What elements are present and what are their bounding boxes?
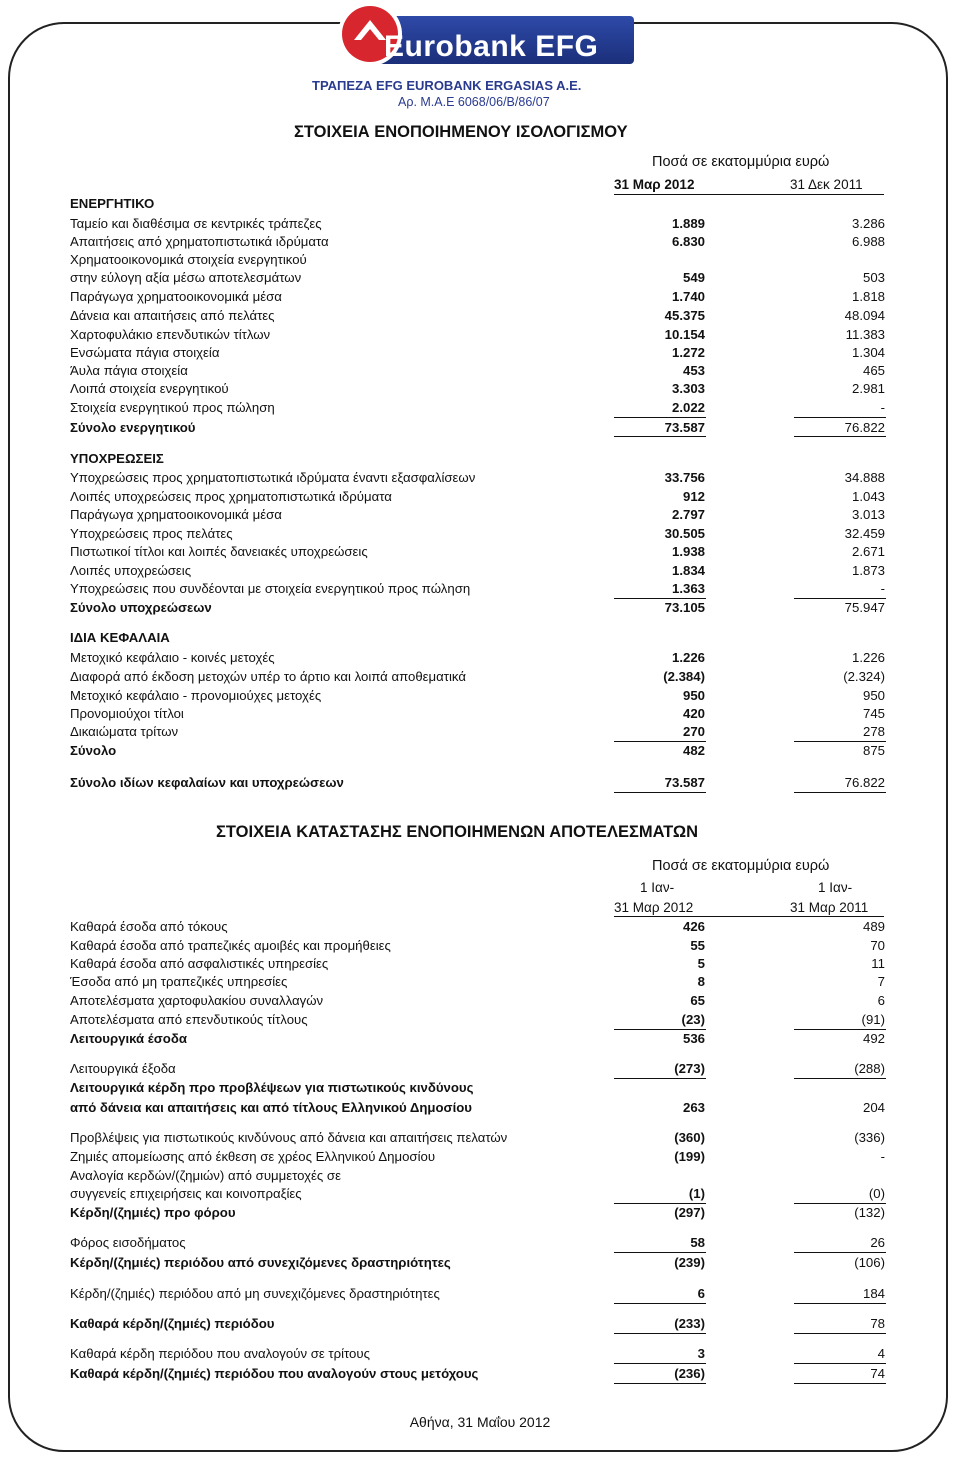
table-row: [70, 345, 885, 363]
table-row: [70, 1255, 885, 1273]
row-label: Σύνολο: [70, 743, 117, 758]
income-statement-title: ΣΤΟΙΧΕΙΑ ΚΑΤΑΣΤΑΣΗΣ ΕΝΟΠΟΙΗΜΕΝΩΝ ΑΠΟΤΕΛΕΣΜΑΤΩΝ: [216, 823, 699, 841]
row-label: Λοιπές υποχρεώσεις: [70, 563, 192, 578]
row-label: στην εύλογη αξία μέσω αποτελεσμάτων: [70, 270, 302, 285]
value-previous: 70: [870, 938, 885, 953]
value-current: (360): [674, 1130, 705, 1145]
registration-number: Αρ. Μ.Α.Ε 6068/06/Β/86/07: [398, 95, 550, 109]
table-row: [70, 270, 885, 288]
total-rule: [614, 1383, 706, 1384]
row-label: Πιστωτικοί τίτλοι και λοιπές δανειακές υποχρεώσεις: [70, 544, 368, 559]
value-current: 263: [682, 1100, 705, 1115]
row-label: Καθαρά κέρδη/(ζημιές) περιόδου που αναλογούν στους μετόχους: [70, 1366, 479, 1381]
table-row: [70, 526, 885, 544]
value-previous: 4: [877, 1346, 885, 1361]
row-label: Προνομιούχοι τίτλοι: [70, 706, 184, 721]
row-label: Λοιπές υποχρεώσεις προς χρηματοπιστωτικά ιδρύματα: [70, 489, 392, 504]
income-col1-top: 1 Ιαν-: [640, 880, 675, 895]
total-rule: [794, 1252, 886, 1253]
income-col1-header: 31 Μαρ 2012: [614, 900, 694, 915]
row-label: Κέρδη/(ζημιές) περιόδου από συνεχιζόμενες δραστηριότητες: [70, 1255, 451, 1270]
table-row: [70, 308, 885, 326]
row-label: Σύνολο ενεργητικού: [70, 420, 196, 435]
value-previous: 48.094: [844, 308, 885, 323]
row-label: Απαιτήσεις από χρηματοπιστωτικά ιδρύματα: [70, 234, 329, 249]
row-label: Λοιπά στοιχεία ενεργητικού: [70, 381, 229, 396]
value-current: 55: [690, 938, 705, 953]
row-label: Ταμείο και διαθέσιμα σε κεντρικές τράπεζες: [70, 216, 322, 231]
total-rule: [794, 1029, 886, 1030]
table-row: [70, 974, 885, 992]
income-header-rule: [614, 916, 884, 917]
value-current: 3: [697, 1346, 705, 1361]
value-current: 2.797: [671, 507, 705, 522]
row-label: Σύνολο ιδίων κεφαλαίων και υποχρεώσεων: [70, 775, 344, 790]
value-previous: -: [880, 581, 885, 596]
table-row: [70, 489, 885, 507]
value-current: 1.834: [671, 563, 705, 578]
section-heading: [70, 630, 885, 648]
value-previous: 34.888: [844, 470, 885, 485]
table-row: [70, 956, 885, 974]
value-previous: 503: [862, 270, 885, 285]
row-label: Λειτουργικά κέρδη προ προβλέψεων για πιστωτικούς κινδύνους: [70, 1080, 474, 1095]
row-label: Κέρδη/(ζημιές) περιόδου από μη συνεχιζόμενες δραστηριότητες: [70, 1286, 440, 1301]
table-row: [70, 252, 885, 270]
value-current: (23): [681, 1012, 705, 1027]
total-rule: [614, 1303, 706, 1304]
row-label: Υποχρεώσεις που συνδέονται με στοιχεία ενεργητικού προς πώληση: [70, 581, 471, 596]
table-row: [70, 1080, 885, 1098]
value-current: 5: [697, 956, 705, 971]
value-previous: 32.459: [844, 526, 885, 541]
value-current: 3.303: [671, 381, 705, 396]
value-current: 453: [682, 363, 705, 378]
row-label: Δικαιώματα τρίτων: [70, 724, 179, 739]
row-label: Λειτουργικά έξοδα: [70, 1061, 176, 1076]
value-current: 1.938: [671, 544, 705, 559]
value-current: 950: [682, 688, 705, 703]
income-col2-top: 1 Ιαν-: [818, 880, 853, 895]
total-rule: [614, 436, 706, 437]
row-label: Αποτελέσματα από επενδυτικούς τίτλους: [70, 1012, 308, 1027]
value-previous: 6.988: [851, 234, 885, 249]
value-current: 30.505: [664, 526, 705, 541]
table-row: [70, 234, 885, 252]
table-row: [70, 216, 885, 234]
value-previous: 26: [870, 1235, 885, 1250]
value-current: 1.740: [671, 289, 705, 304]
balance-col2-header: 31 Δεκ 2011: [790, 177, 863, 192]
value-current: 1.889: [671, 216, 705, 231]
value-previous: -: [880, 1149, 885, 1164]
value-previous: 204: [862, 1100, 885, 1115]
bank-name: ΤΡΑΠΕΖΑ EFG EUROBANK ERGASIAS A.E.: [312, 78, 582, 93]
table-row: [70, 1061, 885, 1079]
value-current: (297): [674, 1205, 705, 1220]
row-label: Κέρδη/(ζημιές) προ φόρου: [70, 1205, 236, 1220]
value-current: (233): [674, 1316, 705, 1331]
table-row: [70, 600, 885, 618]
table-row: [70, 1346, 885, 1364]
row-label: Καθαρά έσοδα από τόκους: [70, 919, 228, 934]
total-rule: [794, 417, 886, 418]
table-row: [70, 650, 885, 668]
section-heading-label: ΙΔΙΑ ΚΕΦΑΛΑΙΑ: [70, 630, 170, 645]
logo-text: Eurobank EFG: [384, 30, 599, 63]
row-label: Σύνολο υποχρεώσεων: [70, 600, 212, 615]
section-heading-label: ΥΠΟΧΡΕΩΣΕΙΣ: [70, 451, 164, 466]
table-row: [70, 1205, 885, 1223]
value-current: 73.105: [664, 600, 705, 615]
value-current: 1.363: [671, 581, 705, 596]
table-row: [70, 581, 885, 599]
table-row: [70, 993, 885, 1011]
value-previous: 489: [862, 919, 885, 934]
value-current: 1.272: [671, 345, 705, 360]
value-previous: 11: [871, 956, 885, 971]
value-previous: (336): [854, 1130, 885, 1145]
value-previous: 875: [862, 743, 885, 758]
value-previous: 6: [877, 993, 885, 1008]
value-previous: 11.383: [845, 327, 885, 342]
value-previous: 3.286: [851, 216, 885, 231]
value-current: 10.154: [664, 327, 705, 342]
value-previous: (106): [854, 1255, 885, 1270]
total-rule: [614, 1029, 706, 1030]
value-previous: 76.822: [844, 775, 885, 790]
value-current: 420: [682, 706, 705, 721]
balance-col1-header: 31 Μαρ 2012: [614, 177, 695, 192]
table-row: [70, 1012, 885, 1030]
table-row: [70, 1130, 885, 1148]
value-previous: 1.818: [851, 289, 885, 304]
total-rule: [614, 1252, 706, 1253]
total-rule: [794, 1333, 886, 1334]
value-previous: 278: [862, 724, 885, 739]
row-label: Ζημιές απομείωσης από έκθεση σε χρέος Ελληνικού Δημοσίου: [70, 1149, 436, 1164]
value-previous: -: [880, 400, 885, 415]
value-previous: 1.043: [851, 489, 885, 504]
row-label: Καθαρά κέρδη περιόδου που αναλογούν σε τρίτους: [70, 1346, 370, 1361]
value-previous: 950: [862, 688, 885, 703]
value-current: (273): [674, 1061, 705, 1076]
value-previous: 1.226: [851, 650, 885, 665]
total-rule: [614, 1333, 706, 1334]
value-previous: 76.822: [844, 420, 885, 435]
row-label: Διαφορά από έκδοση μετοχών υπέρ το άρτιο και λοιπά αποθεματικά: [70, 669, 466, 684]
row-label: Άυλα πάγια στοιχεία: [70, 363, 188, 378]
row-label: Μετοχικό κεφάλαιο - κοινές μετοχές: [70, 650, 275, 665]
value-previous: (0): [868, 1186, 885, 1201]
value-previous: (288): [854, 1061, 885, 1076]
table-row: [70, 563, 885, 581]
value-current: 6: [697, 1286, 705, 1301]
table-row: [70, 400, 885, 418]
table-row: [70, 1149, 885, 1167]
value-previous: 184: [862, 1286, 885, 1301]
value-previous: 1.304: [851, 345, 885, 360]
row-label: Έσοδα από μη τραπεζικές υπηρεσίες: [70, 974, 288, 989]
value-current: 2.022: [671, 400, 705, 415]
value-current: 73.587: [664, 420, 705, 435]
table-row: [70, 544, 885, 562]
header-rule: [614, 194, 884, 195]
row-label: Ενσώματα πάγια στοιχεία: [70, 345, 220, 360]
table-row: [70, 724, 885, 742]
total-rule: [794, 792, 886, 793]
value-previous: 492: [862, 1031, 885, 1046]
total-rule: [794, 741, 886, 742]
table-row: [70, 507, 885, 525]
value-previous: (91): [861, 1012, 885, 1027]
table-row: [70, 1031, 885, 1049]
row-label: από δάνεια και απαιτήσεις και από τίτλους Ελληνικού Δημοσίου: [70, 1100, 472, 1115]
table-row: [70, 1168, 885, 1186]
row-label: συγγενείς επιχειρήσεις και κοινοπραξίες: [70, 1186, 302, 1201]
place-date: Αθήνα, 31 Μαΐου 2012: [409, 1414, 551, 1430]
total-rule: [614, 417, 706, 418]
table-row: [70, 1100, 885, 1118]
total-rule: [794, 1078, 886, 1079]
value-previous: 745: [862, 706, 885, 721]
value-previous: 1.873: [851, 563, 885, 578]
total-rule: [614, 1203, 706, 1204]
value-current: (199): [674, 1149, 705, 1164]
value-current: 6.830: [671, 234, 705, 249]
row-label: Χαρτοφυλάκιο επενδυτικών τίτλων: [70, 327, 271, 342]
row-label: Δάνεια και απαιτήσεις από πελάτες: [70, 308, 275, 323]
value-current: 58: [690, 1235, 705, 1250]
table-row: [70, 775, 885, 793]
row-label: Υποχρεώσεις προς χρηματοπιστωτικά ιδρύματα έναντι εξασφαλίσεων: [70, 470, 476, 485]
total-rule: [614, 741, 706, 742]
section-heading: [70, 451, 885, 469]
row-label: Προβλέψεις για πιστωτικούς κινδύνους από δάνεια και απαιτήσεις πελατών: [70, 1130, 508, 1145]
value-current: 45.375: [664, 308, 705, 323]
value-current: 536: [682, 1031, 705, 1046]
table-row: [70, 919, 885, 937]
row-label: Καθαρά κέρδη/(ζημιές) περιόδου: [70, 1316, 275, 1331]
row-label: Χρηματοοικονομικά στοιχεία ενεργητικού: [70, 252, 307, 267]
total-rule: [794, 1203, 886, 1204]
section-heading: [70, 196, 885, 214]
row-label: Μετοχικό κεφάλαιο - προνομιούχες μετοχές: [70, 688, 322, 703]
table-row: [70, 688, 885, 706]
total-rule: [794, 1363, 886, 1364]
value-previous: 3.013: [851, 507, 885, 522]
row-label: Καθαρά έσοδα από ασφαλιστικές υπηρεσίες: [70, 956, 329, 971]
total-rule: [794, 598, 886, 599]
table-row: [70, 327, 885, 345]
value-previous: 78: [870, 1316, 885, 1331]
section-heading-label: ΕΝΕΡΓΗΤΙΚΟ: [70, 196, 155, 211]
table-row: [70, 743, 885, 761]
row-label: Αναλογία κερδών/(ζημιών) από συμμετοχές σε: [70, 1168, 341, 1183]
value-current: 270: [682, 724, 705, 739]
table-row: [70, 1366, 885, 1384]
table-row: [70, 289, 885, 307]
total-rule: [794, 1383, 886, 1384]
value-current: 426: [682, 919, 705, 934]
income-amounts-caption: Ποσά σε εκατομμύρια ευρώ: [652, 858, 830, 874]
table-row: [70, 938, 885, 956]
balance-amounts-caption: Ποσά σε εκατομμύρια ευρώ: [652, 154, 830, 170]
value-current: 912: [682, 489, 705, 504]
table-row: [70, 1286, 885, 1304]
value-current: (1): [688, 1186, 705, 1201]
value-previous: 465: [862, 363, 885, 378]
table-row: [70, 363, 885, 381]
row-label: Λειτουργικά έσοδα: [70, 1031, 187, 1046]
table-row: [70, 420, 885, 438]
row-label: Στοιχεία ενεργητικού προς πώληση: [70, 400, 275, 415]
total-rule: [794, 436, 886, 437]
total-rule: [614, 792, 706, 793]
value-current: 73.587: [664, 775, 705, 790]
income-col2-header: 31 Μαρ 2011: [790, 900, 869, 915]
value-current: 482: [682, 743, 705, 758]
value-previous: 7: [877, 974, 885, 989]
value-current: 1.226: [671, 650, 705, 665]
row-label: Αποτελέσματα χαρτοφυλακίου συναλλαγών: [70, 993, 324, 1008]
value-current: 549: [682, 270, 705, 285]
value-current: 33.756: [664, 470, 705, 485]
table-row: [70, 706, 885, 724]
row-label: Παράγωγα χρηματοοικονομικά μέσα: [70, 289, 282, 304]
table-row: [70, 1235, 885, 1253]
value-previous: 2.981: [851, 381, 885, 396]
row-label: Καθαρά έσοδα από τραπεζικές αμοιβές και προμήθειες: [70, 938, 391, 953]
total-rule: [614, 1363, 706, 1364]
balance-sheet-title: ΣΤΟΙΧΕΙΑ ΕΝΟΠΟΙΗΜΕΝΟΥ ΙΣΟΛΟΓΙΣΜΟΥ: [294, 123, 628, 141]
value-previous: (132): [854, 1205, 885, 1220]
row-label: Φόρος εισοδήματος: [70, 1235, 186, 1250]
value-current: (239): [674, 1255, 705, 1270]
table-row: [70, 381, 885, 399]
value-previous: 74: [870, 1366, 885, 1381]
table-row: [70, 470, 885, 488]
table-row: [70, 1186, 885, 1204]
table-row: [70, 669, 885, 687]
total-rule: [794, 1303, 886, 1304]
value-current: (2.384): [663, 669, 705, 684]
value-current: 8: [697, 974, 705, 989]
table-row: [70, 1316, 885, 1334]
total-rule: [614, 598, 706, 599]
value-previous: (2.324): [843, 669, 885, 684]
value-current: (236): [674, 1366, 705, 1381]
row-label: Παράγωγα χρηματοοικονομικά μέσα: [70, 507, 282, 522]
row-label: Υποχρεώσεις προς πελάτες: [70, 526, 233, 541]
total-rule: [614, 1078, 706, 1079]
value-previous: 2.671: [851, 544, 885, 559]
value-previous: 75.947: [844, 600, 885, 615]
value-current: 65: [690, 993, 705, 1008]
